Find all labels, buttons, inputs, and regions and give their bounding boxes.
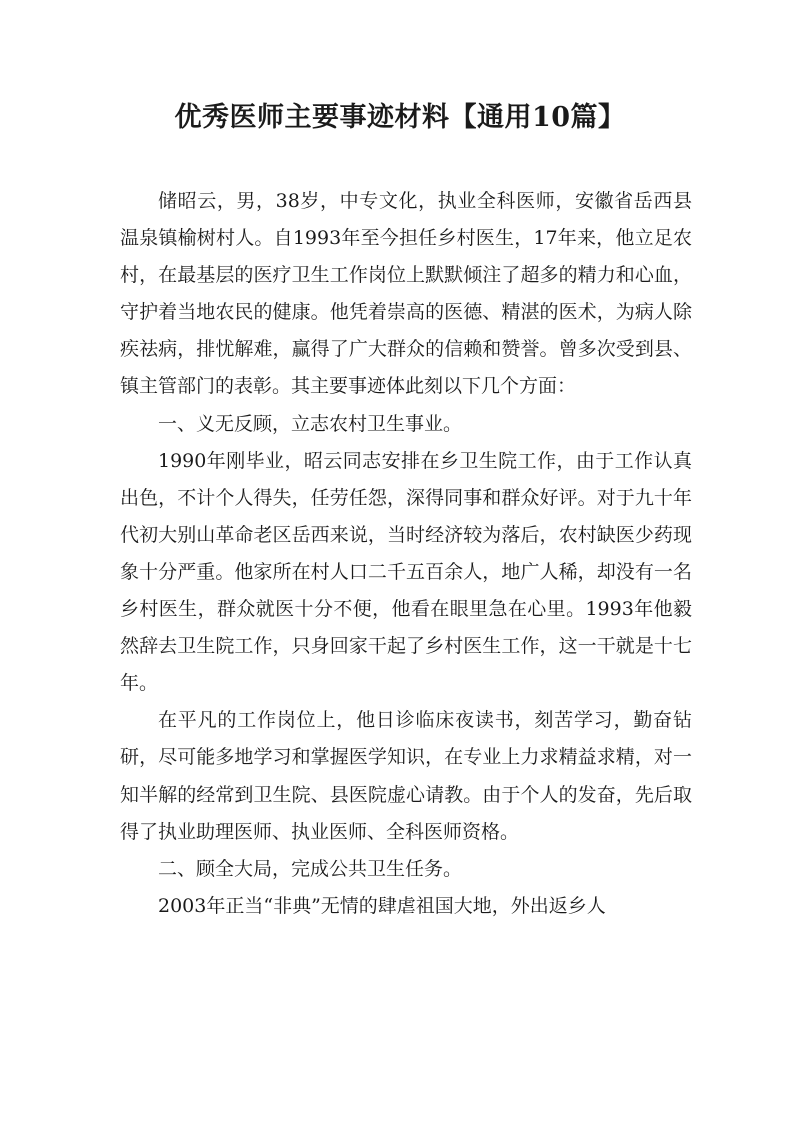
section-heading-1: 一、义无反顾，立志农村卫生事业。 (158, 412, 463, 435)
document-title: 优秀医师主要事迹材料【通用10篇】 (174, 102, 626, 133)
paragraph-1990: 1990年刚毕业，昭云同志安排在乡卫生院工作，由于工作认真出色，不计个人得失，任劳任怨，深得同事和群众好评。对于九十年代初大别山革命老区岳西来说，当时经济较为落后，农村缺医少药现象十分严重。他家所在村人口二千五百余人，地广人稀，却没有一名乡村医生，群众就医十分不便，他看在眼里急在心里。1993年他毅然辞去卫生院工作，只身回家干起了乡村医生工作，这一干就是十七年。 (120, 449, 692, 695)
paragraph-2003: 2003年正当“非典”无情的肆虐祖国大地，外出返乡人 (158, 894, 606, 917)
section-heading-2: 二、顾全大局，完成公共卫生任务。 (158, 857, 463, 880)
paragraph-study: 在平凡的工作岗位上，他日诊临床夜读书，刻苦学习，勤奋钻研，尽可能多地学习和掌握医学知识，在专业上力求精益求精，对一知半解的经常到卫生院、县医院虚心请教。由于个人的发奋，先后取得了执业助理医师、执业医师、全科医师资格。 (120, 709, 692, 843)
document-body (120, 183, 692, 925)
paragraph-intro: 储昭云，男，38岁，中专文化，执业全科医师，安徽省岳西县温泉镇榆树村人。自1993年至今担任乡村医生，17年来，他立足农村，在最基层的医疗卫生工作岗位上默默倾注了超多的精力和心血，守护着当地农民的健康。他凭着崇高的医德、精湛的医术，为病人除疾祛病，排忧解难，赢得了广大群众的信赖和赞誉。曾多次受到县、镇主管部门的表彰。其主要事迹体此刻以下几个方面： (120, 190, 692, 398)
